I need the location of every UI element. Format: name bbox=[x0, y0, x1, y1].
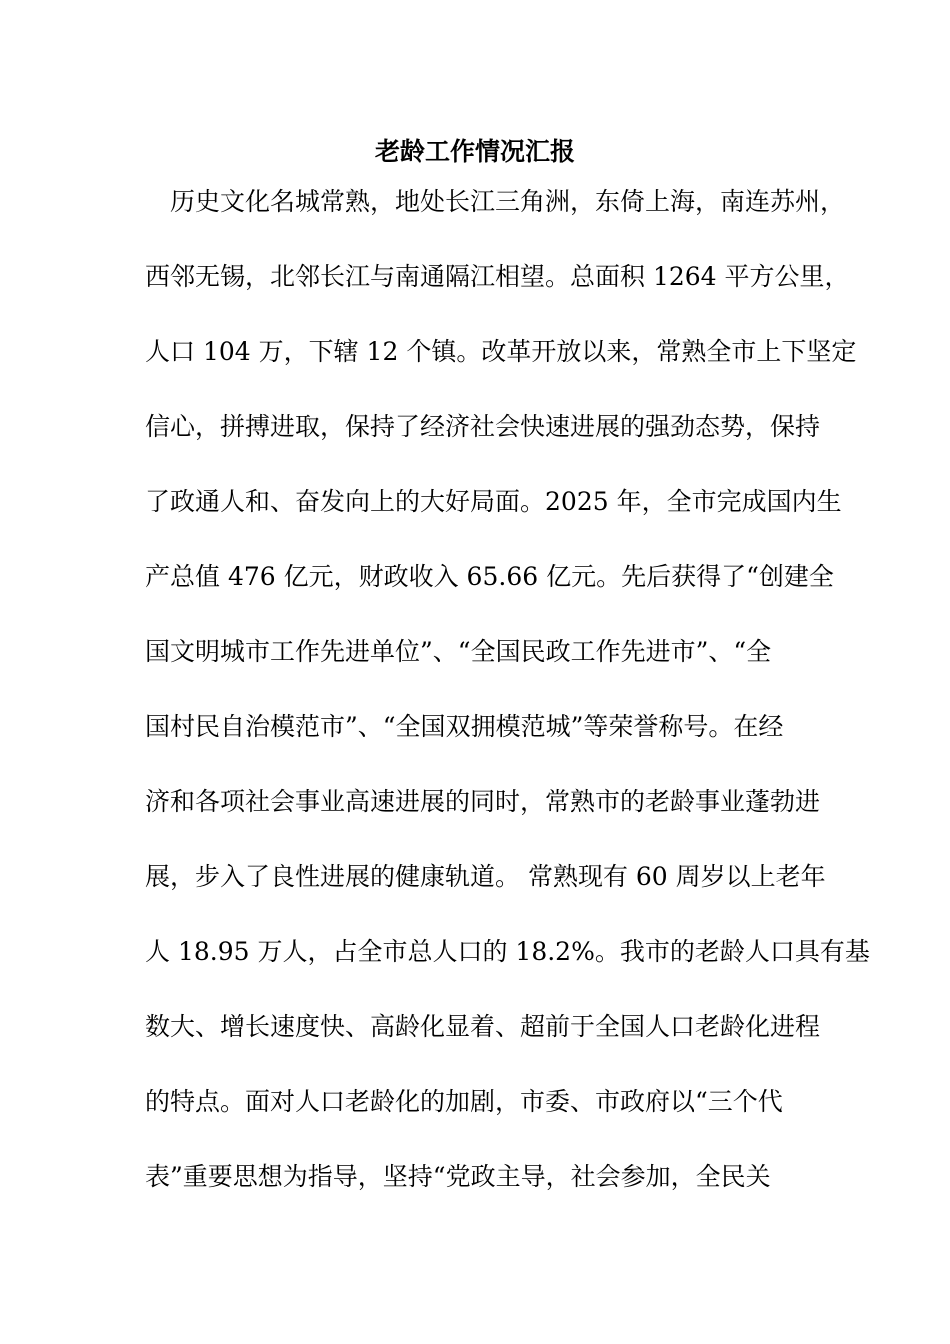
body-line: 的特点。面对人口老龄化的加剧，市委、市政府以“三个代 bbox=[145, 1087, 783, 1116]
body-line: 展，步入了良性进展的健康轨道。 常熟现有 60 周岁以上老年 bbox=[145, 862, 826, 891]
body-line: 数大、增长速度快、高龄化显着、超前于全国人口老龄化进程 bbox=[145, 1012, 821, 1041]
body-line: 济和各项社会事业高速进展的同时，常熟市的老龄事业蓬勃进 bbox=[145, 787, 821, 816]
body-line: 表”重要思想为指导，坚持“党政主导，社会参加，全民关 bbox=[145, 1162, 771, 1191]
document-title: 老龄工作情况汇报 bbox=[374, 137, 575, 166]
body-line: 历史文化名城常熟，地处长江三角洲，东倚上海，南连苏州， bbox=[170, 187, 846, 216]
body-line: 国村民自治模范市”、“全国双拥模范城”等荣誉称号。在经 bbox=[145, 712, 784, 741]
body-line: 西邻无锡，北邻长江与南通隔江相望。总面积 1264 平方公里， bbox=[145, 262, 850, 291]
body-line: 产总值 476 亿元，财政收入 65.66 亿元。先后获得了“创建全 bbox=[145, 562, 834, 591]
body-line: 国文明城市工作先进单位”、“全国民政工作先进市”、“全 bbox=[145, 637, 772, 666]
body-line: 人 18.95 万人，占全市总人口的 18.2%。我市的老龄人口具有基 bbox=[145, 937, 870, 966]
body-line: 信心，拼搏进取，保持了经济社会快速进展的强劲态势，保持 bbox=[145, 412, 821, 441]
body-line: 人口 104 万，下辖 12 个镇。改革开放以来，常熟全市上下坚定 bbox=[145, 337, 857, 366]
document-body bbox=[145, 182, 870, 1232]
body-line: 了政通人和、奋发向上的大好局面。2025 年，全市完成国内生 bbox=[145, 487, 842, 516]
